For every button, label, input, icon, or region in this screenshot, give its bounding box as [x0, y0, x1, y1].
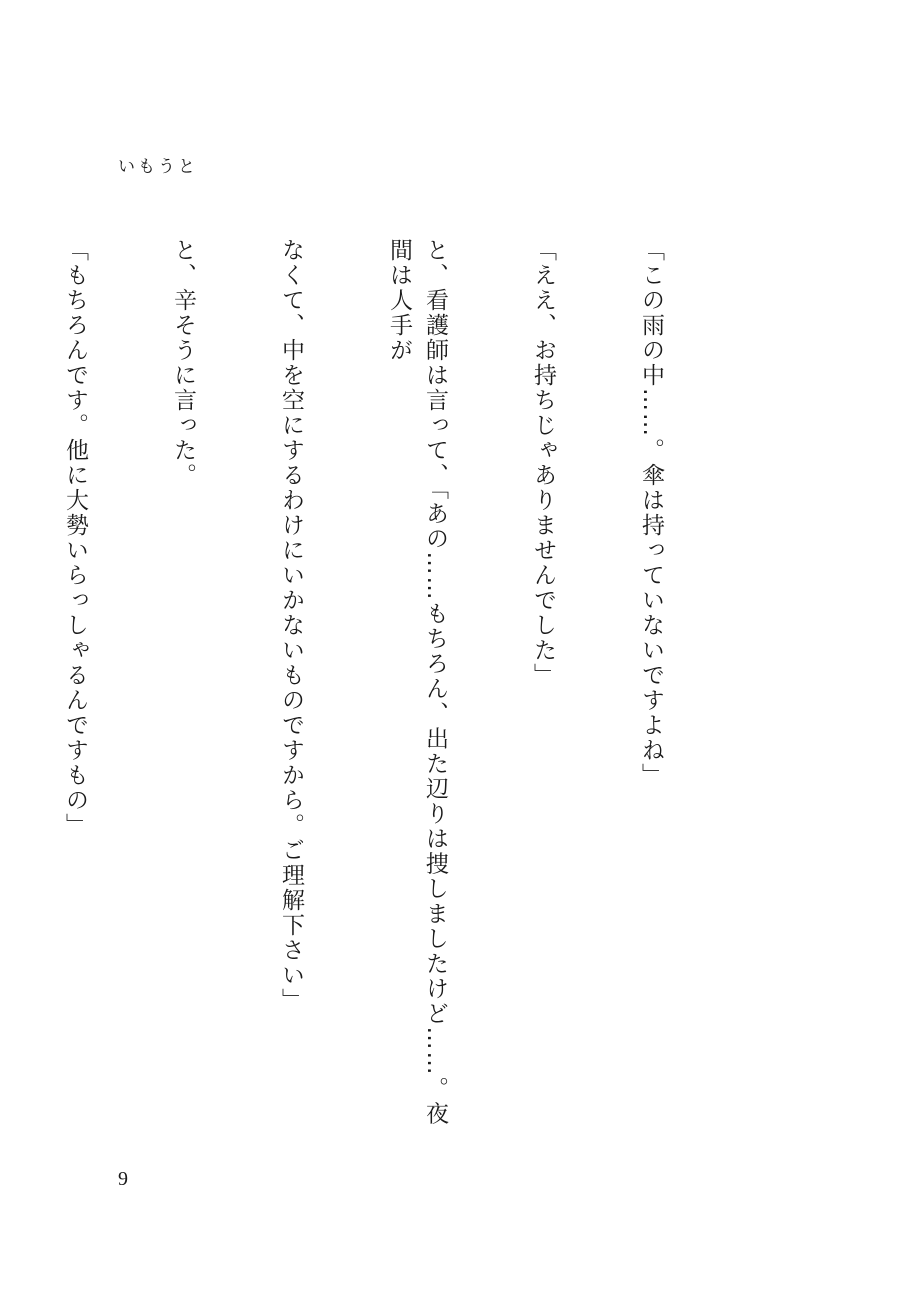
- text-line: と、看護師は言って、「あの……もちろん、出た辺りは捜しましたけど……。夜間は人手が: [386, 238, 448, 1127]
- text-line: と、辛そうに言った。: [170, 238, 196, 488]
- body-text: [62, 238, 741, 1143]
- text-line: 「もちろんです。他に大勢いらっしゃるんですもの」: [62, 238, 88, 838]
- text-line: なくて、中を空にするわけにいかないものですから。ご理解下さい」: [278, 238, 304, 1013]
- text-line: 「ええ、お持ちじゃありませんでした」: [530, 238, 556, 688]
- text-line: 「この雨の中……。傘は持っていないですよね」: [638, 238, 664, 788]
- running-title: いもうと: [118, 157, 198, 177]
- page-number: 9: [118, 1168, 128, 1190]
